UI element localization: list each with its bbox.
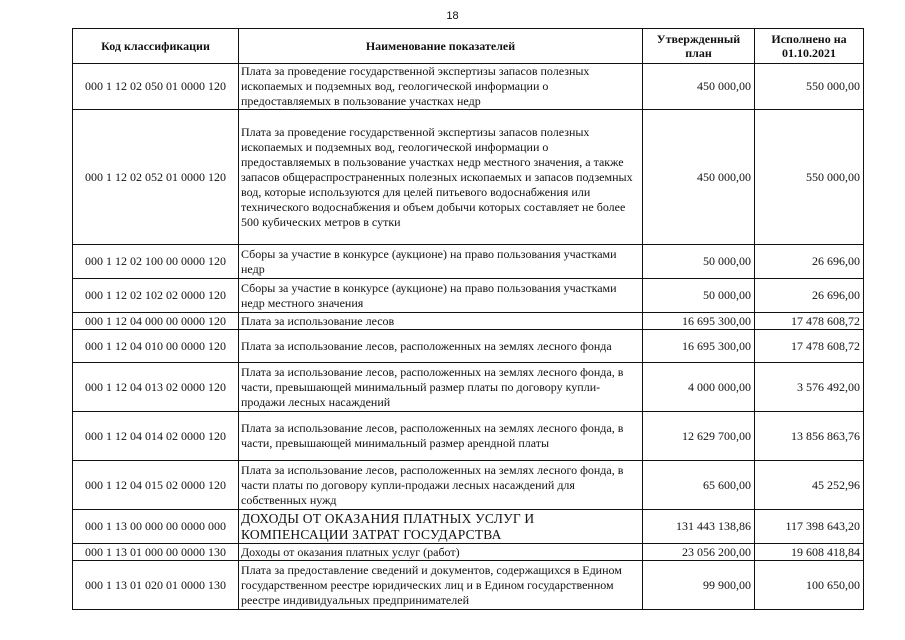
row-code: 000 1 12 04 014 02 0000 120 [73, 412, 239, 461]
row-name: Сборы за участие в конкурсе (аукционе) на право пользования участками недр [239, 245, 643, 279]
row-done: 17 478 608,72 [755, 330, 864, 363]
row-name: Плата за использование лесов, расположенных на землях лесного фонда, в части платы по договору купли-продажи лесных насаждений для собственных нужд [239, 461, 643, 510]
row-done: 100 650,00 [755, 561, 864, 610]
row-name: Плата за проведение государственной экспертизы запасов полезных ископаемых и подземных вод, геологической информации о предоставляемых в пользование участках недр [239, 64, 643, 110]
table-row [73, 412, 864, 461]
row-done: 117 398 643,20 [755, 510, 864, 544]
table-row [73, 461, 864, 510]
row-code: 000 1 12 02 100 00 0000 120 [73, 245, 239, 279]
table-row [73, 64, 864, 110]
row-name: Плата за использование лесов [239, 313, 643, 330]
table-row [73, 544, 864, 561]
row-name: Сборы за участие в конкурсе (аукционе) на право пользования участками недр местного значения [239, 279, 643, 313]
row-name: Плата за использование лесов, расположенных на землях лесного фонда, в части, превышающей минимальный размер арендной платы [239, 412, 643, 461]
row-name: Плата за предоставление сведений и документов, содержащихся в Едином государственном реестре юридических лиц и в Едином государственном реестре индивидуальных предпринимателей [239, 561, 643, 610]
page-number: 18 [446, 10, 459, 22]
revenue-table [72, 28, 864, 610]
row-done: 550 000,00 [755, 110, 864, 245]
table-row [73, 110, 864, 245]
row-plan: 16 695 300,00 [643, 330, 755, 363]
row-done: 550 000,00 [755, 64, 864, 110]
row-plan: 50 000,00 [643, 245, 755, 279]
row-code: 000 1 12 02 052 01 0000 120 [73, 110, 239, 245]
row-code: 000 1 13 01 000 00 0000 130 [73, 544, 239, 561]
header-plan: Утвержденный план [643, 29, 755, 64]
row-code: 000 1 12 04 013 02 0000 120 [73, 363, 239, 412]
header-code: Код классификации [73, 29, 239, 64]
row-code: 000 1 13 00 000 00 0000 000 [73, 510, 239, 544]
row-done: 26 696,00 [755, 279, 864, 313]
row-code: 000 1 12 02 050 01 0000 120 [73, 64, 239, 110]
row-name: ДОХОДЫ ОТ ОКАЗАНИЯ ПЛАТНЫХ УСЛУГ И КОМПЕНСАЦИИ ЗАТРАТ ГОСУДАРСТВА [239, 510, 643, 544]
row-plan: 99 900,00 [643, 561, 755, 610]
row-plan: 131 443 138,86 [643, 510, 755, 544]
row-name: Доходы от оказания платных услуг (работ) [239, 544, 643, 561]
row-name: Плата за использование лесов, расположенных на землях лесного фонда, в части, превышающей минимальный размер платы по договору купли-продажи лесных насаждений [239, 363, 643, 412]
row-code: 000 1 12 02 102 02 0000 120 [73, 279, 239, 313]
table-row [73, 330, 864, 363]
row-plan: 23 056 200,00 [643, 544, 755, 561]
table-row [73, 363, 864, 412]
row-code: 000 1 12 04 000 00 0000 120 [73, 313, 239, 330]
row-plan: 450 000,00 [643, 64, 755, 110]
row-plan: 65 600,00 [643, 461, 755, 510]
row-plan: 16 695 300,00 [643, 313, 755, 330]
row-code: 000 1 12 04 015 02 0000 120 [73, 461, 239, 510]
row-done: 3 576 492,00 [755, 363, 864, 412]
header-name: Наименование показателей [239, 29, 643, 64]
row-name: Плата за использование лесов, расположенных на землях лесного фонда [239, 330, 643, 363]
row-plan: 50 000,00 [643, 279, 755, 313]
row-name: Плата за проведение государственной экспертизы запасов полезных ископаемых и подземных вод, геологической информации о предоставляемых в пользование участках недр местного значения, а также запасов общераспространенных полезных ископаемых и запасов подземных вод, которые используются для целей питьевого водоснабжения или технического водоснабжения и объем добычи которых составляет не более 500 кубических метров в сутки [239, 110, 643, 245]
table-row [73, 279, 864, 313]
row-code: 000 1 13 01 020 01 0000 130 [73, 561, 239, 610]
row-code: 000 1 12 04 010 00 0000 120 [73, 330, 239, 363]
row-plan: 450 000,00 [643, 110, 755, 245]
row-done: 13 856 863,76 [755, 412, 864, 461]
table-row [73, 510, 864, 544]
row-plan: 4 000 000,00 [643, 363, 755, 412]
row-done: 45 252,96 [755, 461, 864, 510]
row-plan: 12 629 700,00 [643, 412, 755, 461]
row-done: 17 478 608,72 [755, 313, 864, 330]
row-done: 19 608 418,84 [755, 544, 864, 561]
table-row [73, 561, 864, 610]
table-row [73, 245, 864, 279]
table-row [73, 313, 864, 330]
table-header-row [73, 29, 864, 64]
row-done: 26 696,00 [755, 245, 864, 279]
header-done: Исполнено на 01.10.2021 [755, 29, 864, 64]
